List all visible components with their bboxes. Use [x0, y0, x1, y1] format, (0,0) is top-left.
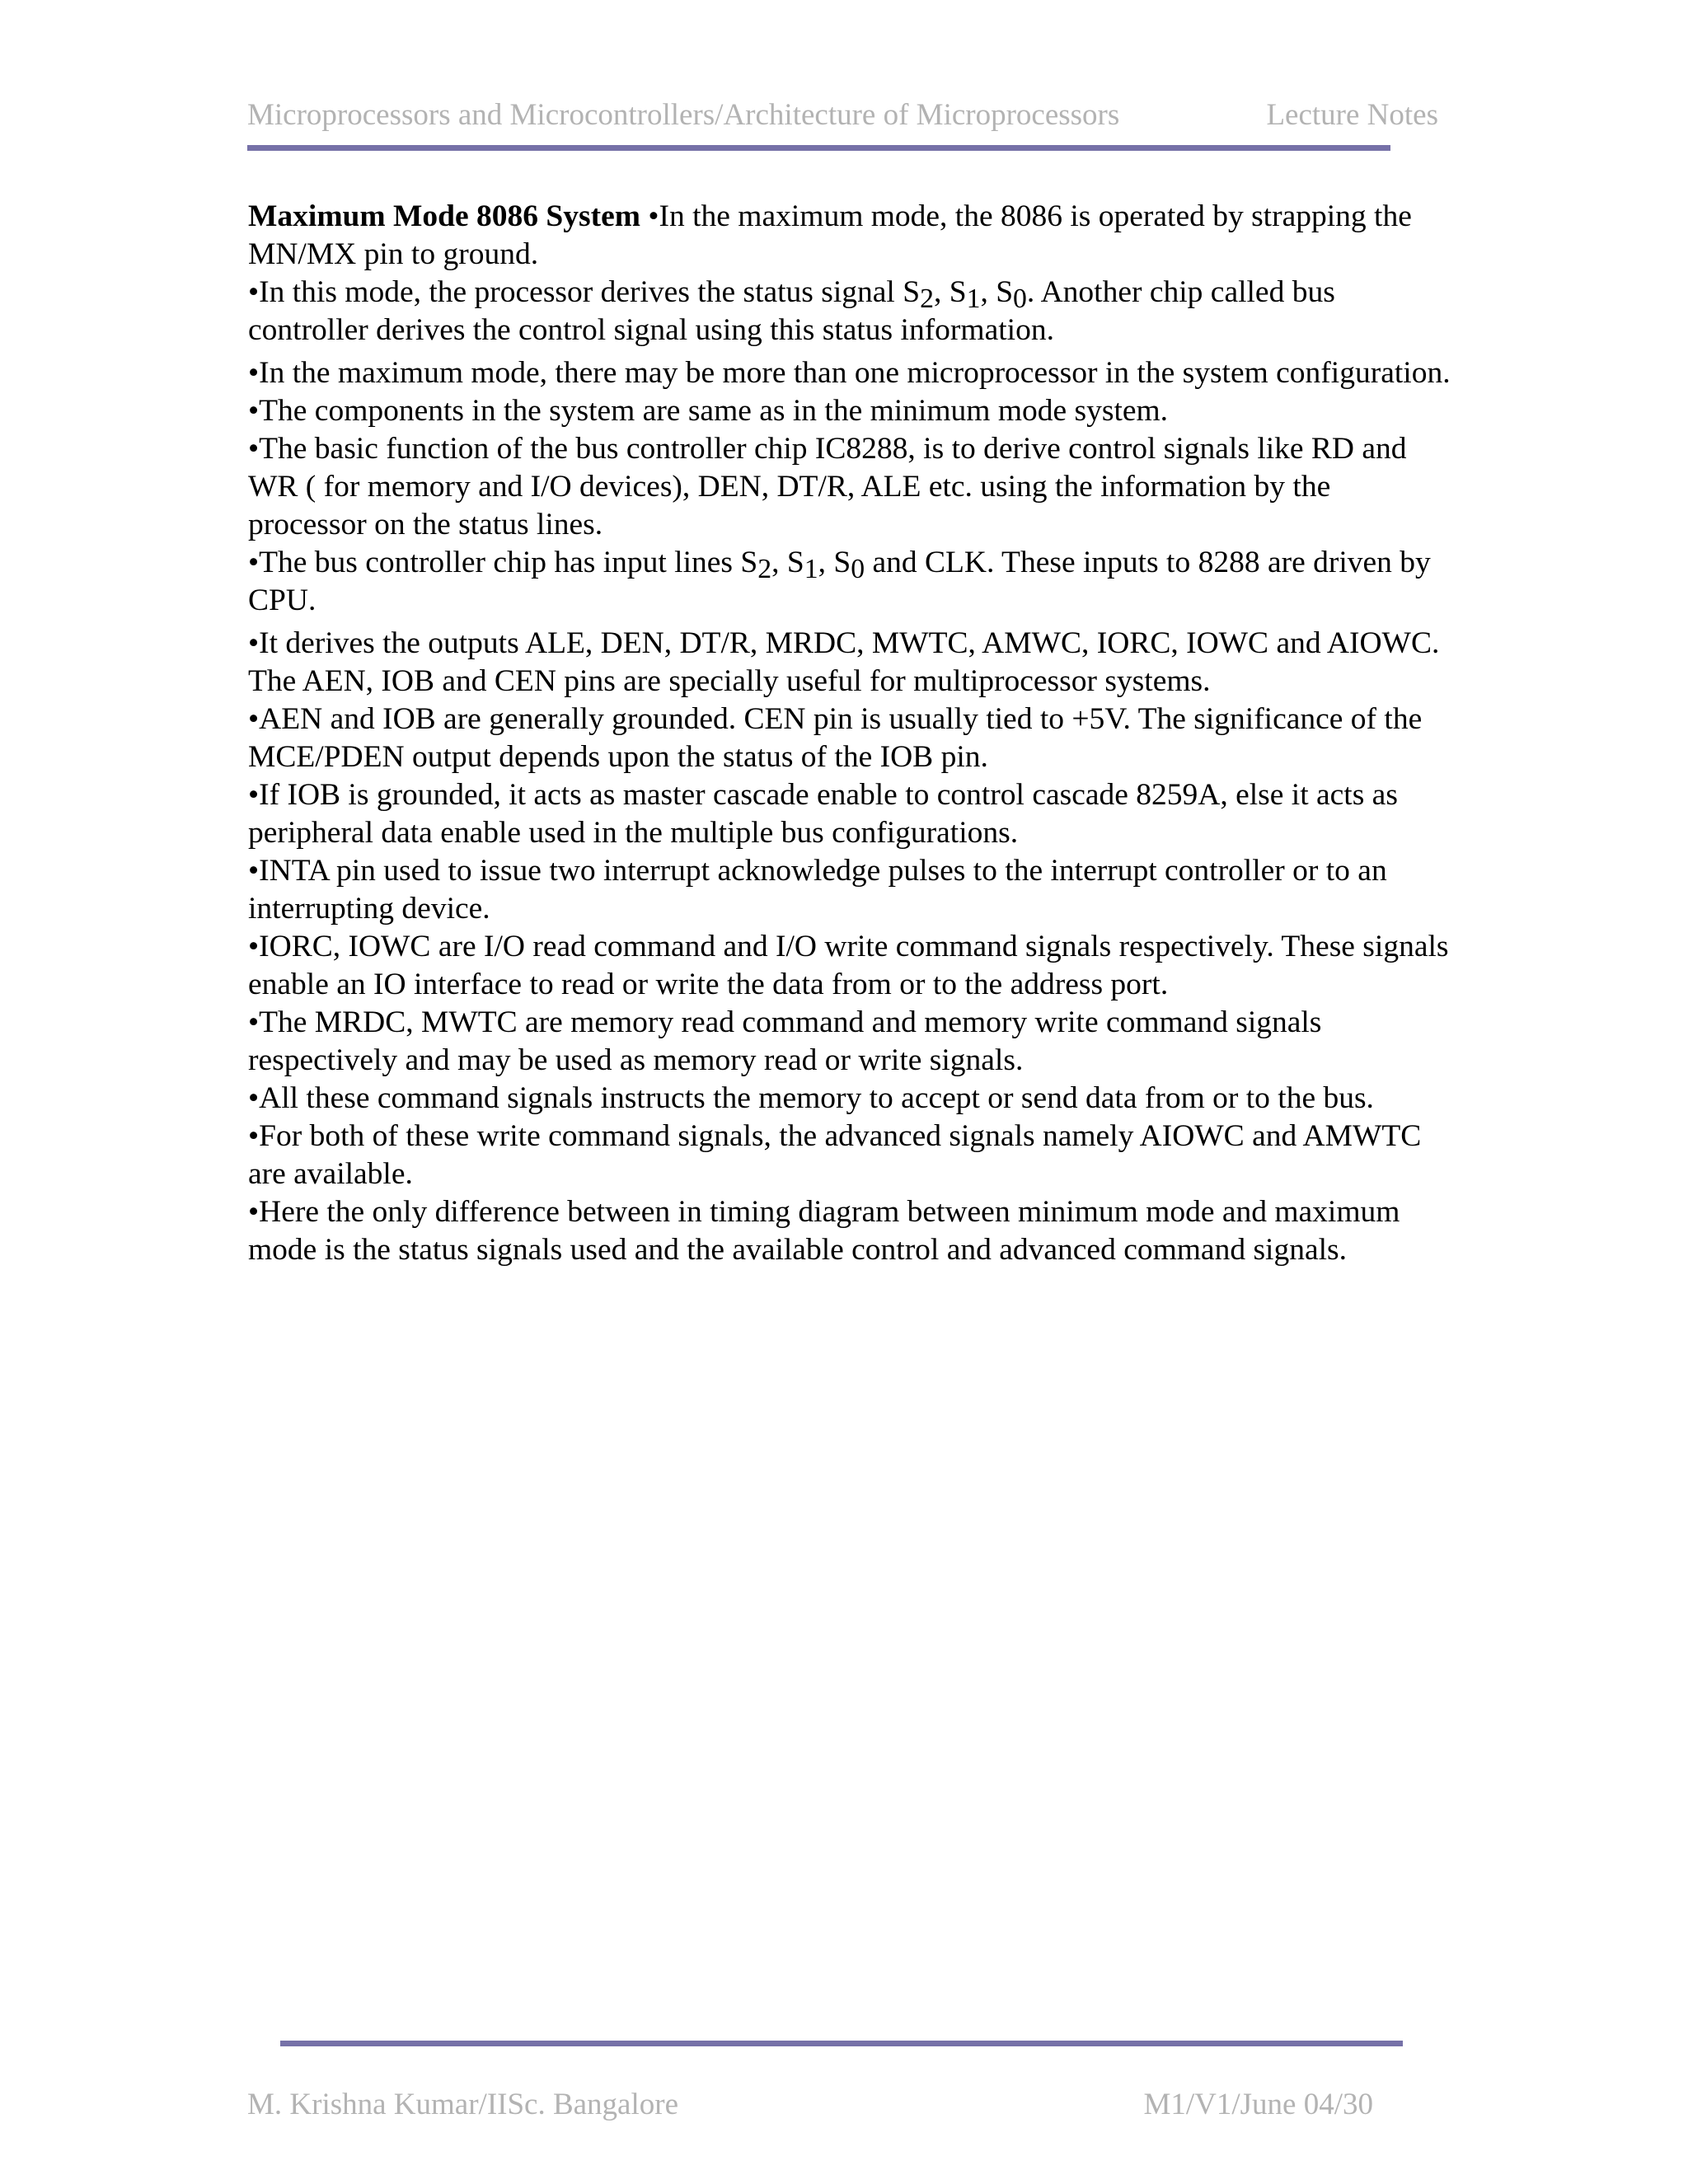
- bullet-text: , S: [818, 546, 851, 579]
- header-course-title: Microprocessors and Microcontrollers/Architecture of Microprocessors: [247, 98, 1120, 132]
- bullet-text: , S: [771, 546, 804, 579]
- subscript: 0: [851, 554, 865, 585]
- bullet-timing-difference: •Here the only difference between in timing diagram between minimum mode and maximum mode is the status signals used and the available control and advanced command signals.: [248, 1195, 1400, 1267]
- bullet-text: •In this mode, the processor derives the status signal S: [248, 275, 921, 309]
- subscript: 2: [757, 554, 772, 585]
- header-divider: [247, 145, 1390, 151]
- bullet-aen-iob: •AEN and IOB are generally grounded. CEN pin is usually tied to +5V. The significance of the MCE/PDEN output depends upon the status of the IOB pin.: [248, 702, 1423, 774]
- bullet-inta: •INTA pin used to issue two interrupt acknowledge pulses to the interrupt controller or to an interrupting device.: [248, 854, 1387, 926]
- page-body: [248, 198, 1451, 1269]
- bullet-bus-controller-function: •The basic function of the bus controller chip IC8288, is to derive control signals like RD and WR ( for memory and I/O devices), DEN, DT/R, ALE etc. using the information by the processor on the status lines.: [248, 432, 1407, 541]
- bullet-multiprocessor: •In the maximum mode, there may be more than one microprocessor in the system configuration.: [248, 356, 1451, 390]
- bullet-command-signals: •All these command signals instructs the memory to accept or send data from or to the bus.: [248, 1081, 1374, 1115]
- bullet-mrdc-mwtc: •The MRDC, MWTC are memory read command and memory write command signals respectively and may be used as memory read or write signals.: [248, 1005, 1322, 1077]
- bullet-text: •The bus controller chip has input lines S: [248, 546, 758, 579]
- bullet-iorc-iowc: •IORC, IOWC are I/O read command and I/O write command signals respectively. These signals enable an IO interface to read or write the data from or to the address port.: [248, 930, 1449, 1001]
- bullet-advanced-signals: •For both of these write command signals, the advanced signals namely AIOWC and AMWTC are available.: [248, 1119, 1422, 1191]
- subscript: 1: [966, 284, 981, 315]
- subscript: 1: [804, 554, 818, 585]
- intro-paragraph: [248, 198, 1451, 274]
- bullet-text: and CLK. These inputs to 8288 are driven by CPU.: [248, 546, 1431, 617]
- subscript: 0: [1013, 284, 1027, 315]
- bullet-input-lines: [248, 544, 1451, 620]
- bullet-status-signals: [248, 274, 1451, 349]
- section-title: Maximum Mode 8086 System: [248, 199, 640, 233]
- bullet-text: . Another chip called bus controller derives the control signal using this status information.: [248, 275, 1335, 347]
- header-doc-type: Lecture Notes: [1266, 98, 1438, 132]
- intro-text: •In the maximum mode, the 8086 is operated by strapping the MN/MX pin to ground.: [248, 199, 1412, 271]
- bullet-components: •The components in the system are same as in the minimum mode system.: [248, 394, 1169, 428]
- bullet-text: , S: [980, 275, 1014, 309]
- footer-author: M. Krishna Kumar/IISc. Bangalore: [247, 2088, 679, 2121]
- subscript: 2: [920, 284, 934, 315]
- bullet-text: , S: [933, 275, 967, 309]
- footer-divider: [280, 2041, 1403, 2046]
- footer-page-ref: M1/V1/June 04/30: [1143, 2088, 1373, 2121]
- bullet-iob-grounded: •If IOB is grounded, it acts as master cascade enable to control cascade 8259A, else it acts as peripheral data enable used in the multiple bus configurations.: [248, 778, 1398, 850]
- bullet-outputs: •It derives the outputs ALE, DEN, DT/R, MRDC, MWTC, AMWC, IORC, IOWC and AIOWC. The AEN, IOB and CEN pins are specially useful for multiprocessor systems.: [248, 626, 1440, 698]
